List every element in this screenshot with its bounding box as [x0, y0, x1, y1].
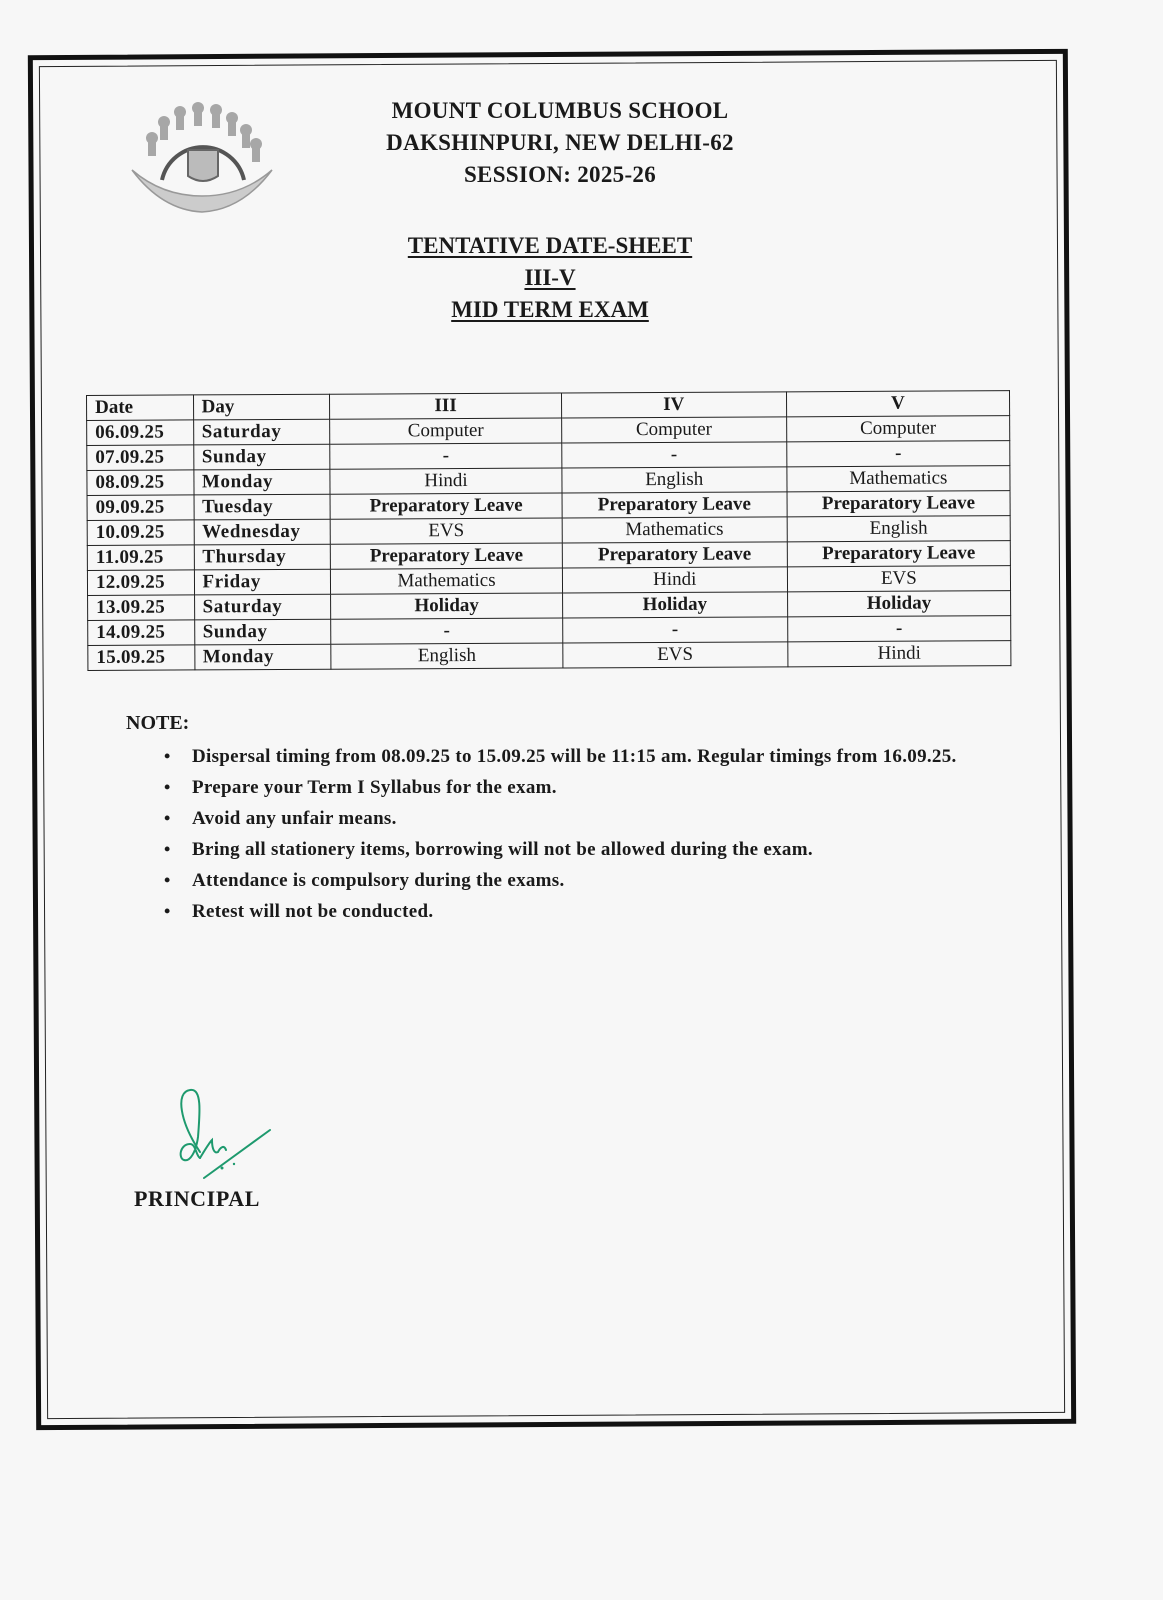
- day-cell: Monday: [194, 644, 331, 670]
- class-v-cell: English: [787, 516, 1010, 542]
- bullet-icon: •: [164, 808, 171, 828]
- school-address: DAKSHINPURI, NEW DELHI-62: [386, 130, 734, 155]
- note-item: [126, 741, 966, 772]
- table-row: [88, 641, 1011, 671]
- day-cell: Tuesday: [194, 494, 331, 520]
- class-v-cell: -: [787, 616, 1010, 642]
- header-class-iv: IV: [561, 392, 786, 418]
- day-cell: Thursday: [194, 544, 331, 570]
- class-v-cell: Hindi: [788, 641, 1011, 667]
- school-crest-logo: [122, 100, 282, 215]
- class-iii-cell: Computer: [330, 418, 561, 444]
- note-item: [126, 865, 966, 896]
- class-iii-cell: English: [331, 643, 562, 669]
- bullet-icon: •: [164, 901, 171, 921]
- bullet-icon: •: [164, 777, 171, 797]
- class-iv-cell: Hindi: [562, 567, 787, 593]
- header-day: Day: [193, 394, 330, 420]
- class-range: III-V: [524, 265, 576, 290]
- date-cell: 14.09.25: [88, 620, 195, 646]
- principal-signature: [170, 1082, 280, 1182]
- date-cell: 10.09.25: [87, 520, 194, 546]
- date-cell: 15.09.25: [88, 645, 195, 671]
- bullet-icon: •: [164, 839, 171, 859]
- header-date: Date: [87, 395, 194, 421]
- class-v-cell: Holiday: [787, 591, 1010, 617]
- note-item: [126, 896, 966, 927]
- class-iii-cell: Preparatory Leave: [330, 493, 561, 519]
- day-cell: Sunday: [194, 619, 331, 645]
- note-item: [126, 834, 966, 865]
- class-v-cell: Mathematics: [787, 466, 1010, 492]
- note-text: Bring all stationery items, borrowing will not be allowed during the exam.: [192, 839, 813, 860]
- bullet-icon: •: [164, 870, 171, 890]
- exam-name: MID TERM EXAM: [451, 297, 649, 322]
- class-iv-cell: -: [561, 442, 786, 468]
- day-cell: Saturday: [194, 594, 331, 620]
- note-text: Dispersal timing from 08.09.25 to 15.09.25 will be 11:15 am. Regular timings from 16.09.25.: [192, 746, 957, 767]
- class-iii-cell: -: [330, 443, 561, 469]
- note-text: Retest will not be conducted.: [192, 901, 434, 922]
- day-cell: Wednesday: [194, 519, 331, 545]
- notes-label: NOTE:: [126, 712, 190, 734]
- header-class-v: V: [786, 391, 1009, 417]
- note-text: Prepare your Term I Syllabus for the exam.: [192, 777, 557, 798]
- document-titles: [300, 230, 800, 326]
- class-iv-cell: Mathematics: [562, 517, 787, 543]
- notes-section: [126, 712, 966, 927]
- class-v-cell: EVS: [787, 566, 1010, 592]
- header-class-iii: III: [330, 393, 561, 419]
- class-iii-cell: EVS: [331, 518, 562, 544]
- class-iv-cell: English: [562, 467, 787, 493]
- class-iv-cell: -: [562, 617, 787, 643]
- note-text: Attendance is compulsory during the exams.: [192, 870, 565, 891]
- bullet-icon: •: [164, 746, 171, 766]
- class-v-cell: Preparatory Leave: [787, 491, 1010, 517]
- date-cell: 08.09.25: [87, 470, 194, 496]
- school-header: [320, 95, 800, 191]
- day-cell: Friday: [194, 569, 331, 595]
- note-item: [126, 803, 966, 834]
- class-iii-cell: Preparatory Leave: [331, 543, 562, 569]
- date-cell: 07.09.25: [87, 445, 194, 471]
- class-iii-cell: Mathematics: [331, 568, 562, 594]
- class-v-cell: -: [787, 441, 1010, 467]
- doc-title: TENTATIVE DATE-SHEET: [407, 233, 693, 258]
- date-cell: 06.09.25: [87, 420, 194, 446]
- date-sheet-table: [86, 390, 1011, 671]
- day-cell: Sunday: [193, 444, 330, 470]
- date-cell: 12.09.25: [87, 570, 194, 596]
- class-iii-cell: Hindi: [330, 468, 561, 494]
- notes-list: [126, 741, 966, 927]
- class-iv-cell: Preparatory Leave: [562, 542, 787, 568]
- principal-title: PRINCIPAL: [134, 1186, 260, 1211]
- school-name: MOUNT COLUMBUS SCHOOL: [391, 98, 729, 123]
- class-iii-cell: -: [331, 618, 562, 644]
- class-v-cell: Computer: [786, 416, 1009, 442]
- date-cell: 13.09.25: [88, 595, 195, 621]
- date-cell: 09.09.25: [87, 495, 194, 521]
- class-iv-cell: Preparatory Leave: [562, 492, 787, 518]
- session: SESSION: 2025-26: [463, 162, 657, 187]
- class-iii-cell: Holiday: [331, 593, 562, 619]
- date-cell: 11.09.25: [87, 545, 194, 571]
- note-item: [126, 772, 966, 803]
- class-iv-cell: Holiday: [562, 592, 787, 618]
- day-cell: Monday: [193, 469, 330, 495]
- day-cell: Saturday: [193, 419, 330, 445]
- class-iv-cell: EVS: [562, 642, 787, 668]
- note-text: Avoid any unfair means.: [192, 808, 397, 829]
- class-v-cell: Preparatory Leave: [787, 541, 1010, 567]
- class-iv-cell: Computer: [561, 417, 786, 443]
